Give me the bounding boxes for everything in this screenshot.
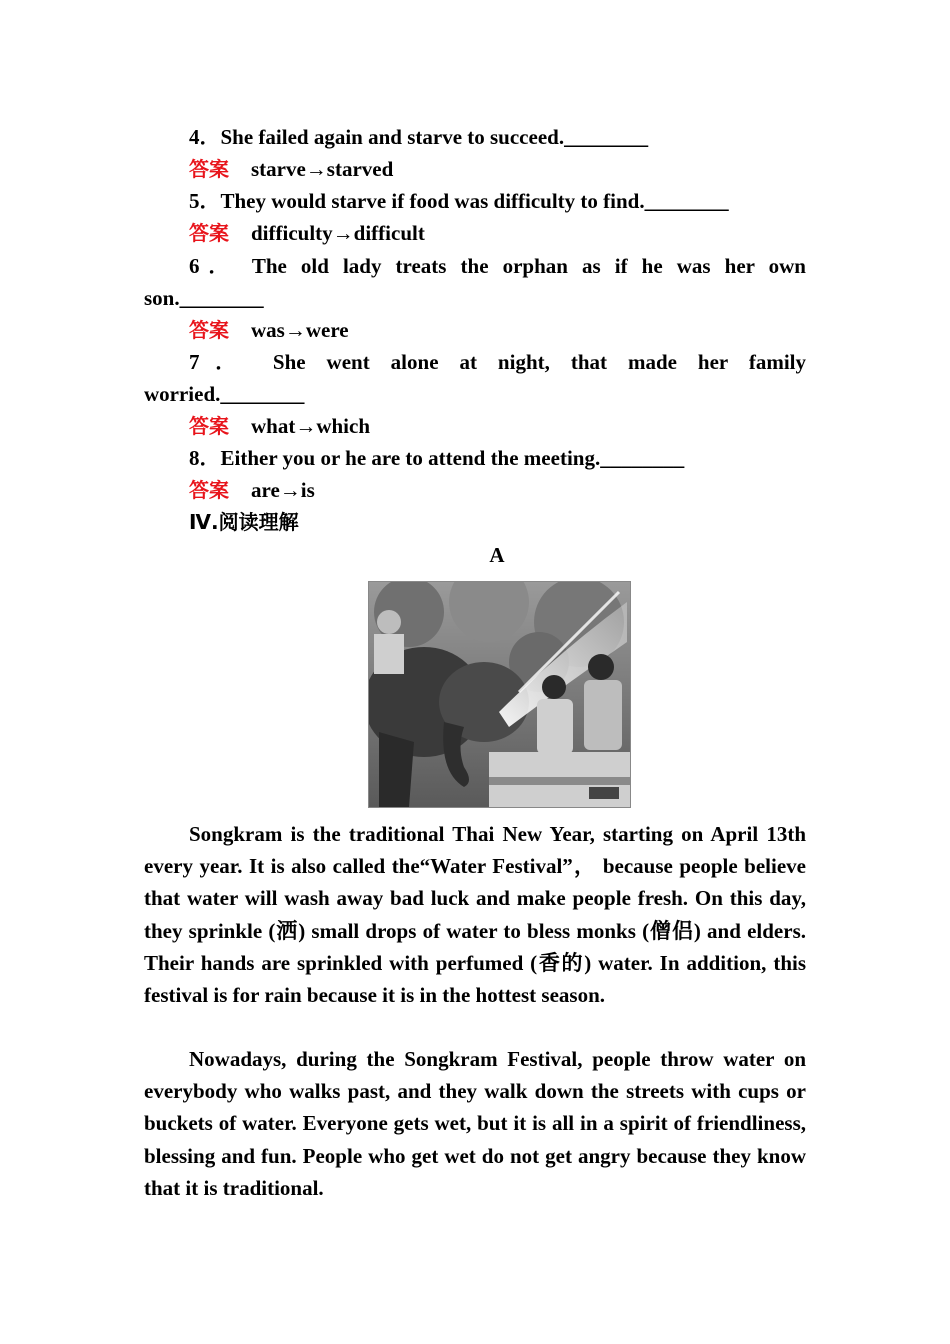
answer-label: 答案 [189, 414, 229, 438]
answer-8-row [189, 474, 806, 506]
question-7-line1: 7． She went alone at night, that made her family [189, 350, 806, 374]
answer-7-row [189, 410, 806, 442]
answer-4: starve→starved [251, 157, 394, 181]
passage-paragraph-1: Songkram is the traditional Thai New Year, starting on April 13th every year. It is also called the“Water Festival”， because people believe that water will wash away bad luck and make people fresh. On this day, they sprinkle (洒) small drops of water to bless monks (僧侣) and elders. Their hands are sprinkled with perfumed (香的) water. In addition, this festival is for rain because it is in the hottest season. [144, 822, 806, 1008]
question-4: 4．She failed again and starve to succeed.________ [189, 125, 649, 149]
answer-8: are→is [251, 478, 315, 502]
answer-label: 答案 [189, 221, 229, 245]
question-7-line2: worried.________ [144, 382, 305, 406]
answer-4-row [189, 153, 806, 185]
passage-label: A [489, 543, 505, 567]
answer-7: what→which [251, 414, 371, 438]
answer-5: difficulty→difficult [251, 221, 425, 245]
answer-label: 答案 [189, 318, 229, 342]
answer-label: 答案 [189, 478, 229, 502]
answer-label: 答案 [189, 157, 229, 181]
question-6-line2: son.________ [144, 286, 264, 310]
question-5: 5．They would starve if food was difficulty to find.________ [189, 189, 729, 213]
section-heading: Ⅳ.阅读理解 [189, 510, 299, 534]
festival-photo-icon [368, 581, 631, 808]
question-8: 8．Either you or he are to attend the meeting.________ [189, 446, 685, 470]
answer-5-row [189, 217, 806, 249]
question-6-line1: 6． The old lady treats the orphan as if he was her own [189, 254, 806, 278]
passage-paragraph-2: Nowadays, during the Songkram Festival, people throw water on everybody who walks past, and they walk down the streets with cups or buckets of water. Everyone gets wet, but it is all in a spirit of friendliness, blessing and fun. People who get wet do not get angry because they know that it is traditional. [144, 1047, 806, 1200]
answer-6-row [189, 314, 806, 346]
answer-6: was→were [251, 318, 349, 342]
